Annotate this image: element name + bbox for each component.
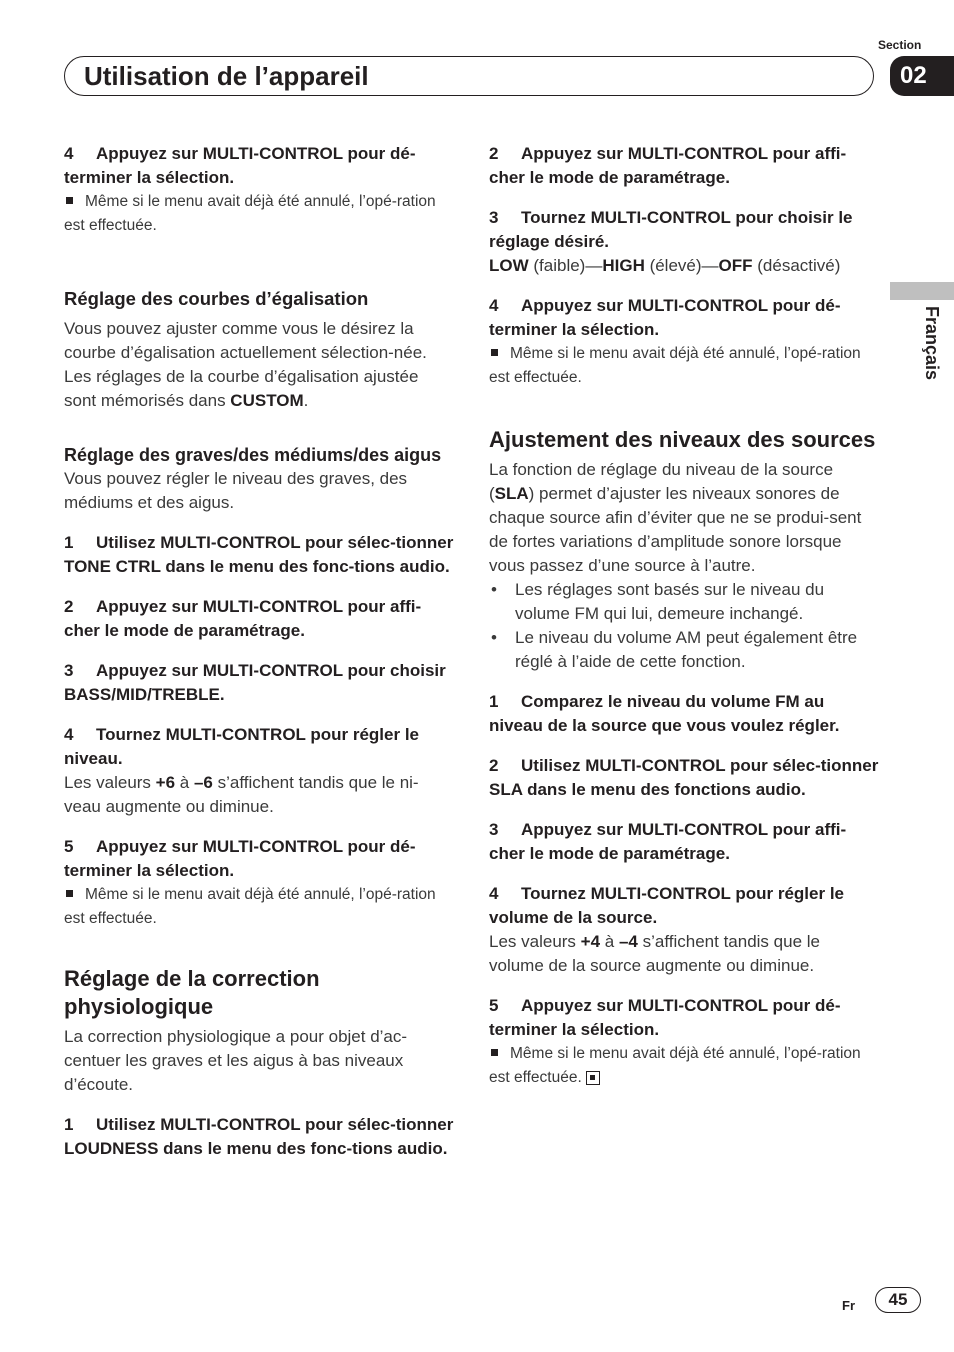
page-title: Utilisation de l’appareil [84,61,369,91]
note-square-icon [66,890,73,897]
loudness-step-1: 1 Utilisez MULTI-CONTROL pour sélec-tionner LOUDNESS dans le menu des fonc-tions audio. [64,1115,454,1158]
section-heading-loudness: Réglage de la correction physiologique [64,966,320,1019]
note: Même si le menu avait déjà été annulé, l’opé-ration est effectuée. [489,1045,861,1086]
language-tab-marker [890,282,954,300]
loudness-step-4: 4 Appuyez sur MULTI-CONTROL pour dé-terminer la sélection. [489,296,841,339]
subheading-tone: Réglage des graves/des médiums/des aigus [64,445,442,465]
tone-step-2: 2 Appuyez sur MULTI-CONTROL pour affi-cher le mode de paramétrage. [64,597,422,640]
loudness-step-2: 2 Appuyez sur MULTI-CONTROL pour affi-cher le mode de paramétrage. [489,144,847,187]
note: Même si le menu avait déjà été annulé, l’opé-ration est effectuée. [64,886,436,927]
note-square-icon [66,197,73,204]
note-square-icon [491,349,498,356]
sla-step-2: 2 Utilisez MULTI-CONTROL pour sélec-tionner SLA dans le menu des fonctions audio. [489,756,879,799]
sla-step-5: 5 Appuyez sur MULTI-CONTROL pour dé-terminer la sélection. [489,996,841,1039]
bullet-item: • Le niveau du volume AM peut également être réglé à l’aide de cette fonction. [491,628,858,671]
loudness-body: La correction physiologique a pour objet d’ac-centuer les graves et les aigus à bas niveaux d’écoute. [64,1027,408,1094]
page-number: 45 [875,1287,921,1313]
right-column [489,142,879,1090]
tone-step-5: 5 Appuyez sur MULTI-CONTROL pour dé-terminer la sélection. [64,837,416,880]
step-4-select: 4 Appuyez sur MULTI-CONTROL pour dé-terminer la sélection. [64,144,416,187]
tone-step-4-body: Les valeurs +6 à –6 s’affichent tandis que le ni-veau augmente ou diminue. [64,773,419,816]
left-column [64,142,454,1161]
tone-step-4: 4 Tournez MULTI-CONTROL pour régler le niveau. [64,725,419,768]
section-heading-eq: Réglage des courbes d’égalisation [64,288,369,309]
loudness-step-3: 3 Tournez MULTI-CONTROL pour choisir le réglage désiré. [489,208,853,251]
sla-step-4-body: Les valeurs +4 à –4 s’affichent tandis que le volume de la source augmente ou diminue. [489,932,820,975]
note: Même si le menu avait déjà été annulé, l’opé-ration est effectuée. [489,345,861,386]
eq-body: Vous pouvez ajuster comme vous le désirez la courbe d’égalisation actuellement sélection-née. Les réglages de la courbe d’égalisation ajustée sont mémorisés dans CUSTOM. [64,319,427,410]
tone-body: Vous pouvez régler le niveau des graves, des médiums et des aigus. [64,469,408,512]
tone-step-1: 1 Utilisez MULTI-CONTROL pour sélec-tionner TONE CTRL dans le menu des fonc-tions audio. [64,533,454,576]
section-label: Section [878,38,922,52]
language-tab-label: Français [922,306,942,381]
note: Même si le menu avait déjà été annulé, l’opé-ration est effectuée. [64,193,436,234]
sla-step-1: 1 Comparez le niveau du volume FM au niveau de la source que vous voulez régler. [489,692,840,735]
bullet-dot-icon: • [491,628,497,647]
section-number-badge: 02 [890,56,954,96]
end-of-section-icon [586,1071,600,1085]
sla-step-4: 4 Tournez MULTI-CONTROL pour régler le volume de la source. [489,884,844,927]
note-square-icon [491,1049,498,1056]
section-heading-sla: Ajustement des niveaux des sources [489,427,876,452]
bullet-item: • Les réglages sont basés sur le niveau du volume FM qui lui, demeure inchangé. [491,580,825,623]
footer-language: Fr [842,1298,855,1313]
sla-step-3: 3 Appuyez sur MULTI-CONTROL pour affi-cher le mode de paramétrage. [489,820,847,863]
bullet-dot-icon: • [491,580,497,599]
tone-step-3: 3 Appuyez sur MULTI-CONTROL pour choisir BASS/MID/TREBLE. [64,661,446,704]
sla-body: La fonction de réglage du niveau de la source (SLA) permet d’ajuster les niveaux sonores de chaque source afin d’éviter que ne se produi-sent de fortes variations d’amplitude sonore lorsque vous passez d’une source à l’autre. [489,460,862,575]
loudness-options: LOW (faible)—HIGH (élevé)—OFF (désactivé) [489,256,841,275]
